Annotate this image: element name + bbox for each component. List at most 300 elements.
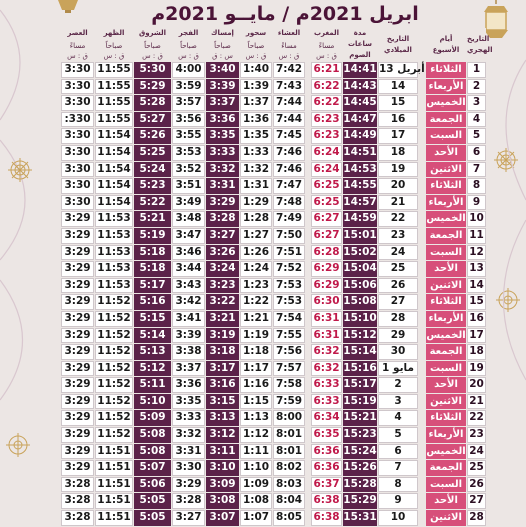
header-weekday: أيام الأسبوع (426, 28, 466, 61)
spacer-cell (306, 444, 310, 460)
table-row (61, 79, 486, 95)
cell-fajr: 3:31 (172, 444, 205, 460)
spacer-cell (306, 460, 310, 476)
spacer-cell (419, 245, 425, 261)
table-row (61, 245, 486, 261)
spacer-cell (419, 162, 425, 178)
cell-greg: 2 (378, 377, 418, 393)
spacer-cell (419, 510, 425, 526)
cell-greg: 25 (378, 261, 418, 277)
cell-fast: 15:17 (343, 377, 377, 393)
cell-shuruq: 5:08 (134, 427, 171, 443)
header-gregorian: التاريخ الميلادي (378, 28, 418, 61)
cell-fast: 14:57 (343, 195, 377, 211)
cell-maghrib: 6:29 (311, 278, 342, 294)
spacer-cell (306, 410, 310, 426)
cell-asr: 3:29 (61, 361, 94, 377)
table-row (61, 328, 486, 344)
cell-isha: 7:44 (273, 95, 305, 111)
cell-dhuhr: 11:52 (95, 328, 133, 344)
unit-label: ق : س (273, 52, 305, 61)
cell-fast: 15:16 (343, 361, 377, 377)
spacer-cell (419, 394, 425, 410)
spacer-cell (306, 394, 310, 410)
cell-suhoor: 1:29 (240, 195, 272, 211)
cell-dhuhr: 11:54 (95, 145, 133, 161)
suhoor-period: صباحاً (240, 40, 272, 50)
cell-greg: 5 (378, 427, 418, 443)
cell-hijri: 2 (467, 79, 486, 95)
spacer-cell (419, 410, 425, 426)
cell-suhoor: 1:27 (240, 228, 272, 244)
spacer-cell (419, 145, 425, 161)
spacer-cell (419, 112, 425, 128)
spacer-cell (306, 294, 310, 310)
cell-imsak: 3:07 (206, 510, 239, 526)
cell-hijri: 5 (467, 128, 486, 144)
cell-fast: 15:01 (343, 228, 377, 244)
spacer-cell (306, 228, 310, 244)
cell-asr: 3:28 (61, 477, 94, 493)
cell-fast: 14:49 (343, 128, 377, 144)
cell-shuruq: 5:21 (134, 211, 171, 227)
cell-suhoor: 1:15 (240, 394, 272, 410)
cell-fast: 15:24 (343, 444, 377, 460)
cell-fast: 14:45 (343, 95, 377, 111)
cell-maghrib: 6:29 (311, 261, 342, 277)
spacer-cell (306, 62, 310, 78)
cell-hijri: 27 (467, 493, 486, 509)
cell-greg: 18 (378, 145, 418, 161)
cell-asr: 3:29 (61, 261, 94, 277)
cell-asr: :330 (61, 112, 94, 128)
cell-hijri: 28 (467, 510, 486, 526)
cell-fajr: 4:00 (172, 62, 205, 78)
cell-dhuhr: 11:53 (95, 261, 133, 277)
cell-hijri: 3 (467, 95, 486, 111)
table-row (61, 410, 486, 426)
cell-fajr: 3:51 (172, 178, 205, 194)
cell-imsak: 3:12 (206, 427, 239, 443)
cell-shuruq: 5:28 (134, 95, 171, 111)
cell-shuruq: 5:18 (134, 245, 171, 261)
cell-fast: 15:21 (343, 410, 377, 426)
cell-asr: 3:29 (61, 294, 94, 310)
cell-isha: 7:53 (273, 294, 305, 310)
cell-shuruq: 5:12 (134, 361, 171, 377)
spacer-cell (419, 377, 425, 393)
cell-hijri: 22 (467, 410, 486, 426)
cell-isha: 7:54 (273, 311, 305, 327)
spacer-cell (306, 211, 310, 227)
cell-fajr: 3:43 (172, 278, 205, 294)
cell-dhuhr: 11:55 (95, 112, 133, 128)
cell-suhoor: 1:22 (240, 294, 272, 310)
table-row (61, 178, 486, 194)
cell-hijri: 12 (467, 245, 486, 261)
spacer-cell (306, 377, 310, 393)
lantern-icon (484, 0, 508, 38)
table-row (61, 195, 486, 211)
cell-dhuhr: 11:54 (95, 128, 133, 144)
cell-day: السبت (426, 245, 466, 261)
cell-dhuhr: 11:52 (95, 344, 133, 360)
cell-maghrib: 6:27 (311, 228, 342, 244)
cell-greg: 30 (378, 344, 418, 360)
cell-hijri: 4 (467, 112, 486, 128)
cell-imsak: 3:27 (206, 228, 239, 244)
cell-day: الخميس (426, 328, 466, 344)
spacer-cell (419, 211, 425, 227)
cell-asr: 3:30 (61, 145, 94, 161)
spacer-cell (419, 328, 425, 344)
cell-suhoor: 1:39 (240, 79, 272, 95)
cell-dhuhr: 11:51 (95, 477, 133, 493)
cell-suhoor: 1:21 (240, 311, 272, 327)
cell-hijri: 24 (467, 444, 486, 460)
cell-maghrib: 6:24 (311, 145, 342, 161)
cell-maghrib: 6:28 (311, 245, 342, 261)
header-asr: العصر (61, 28, 94, 39)
cell-maghrib: 6:24 (311, 162, 342, 178)
cell-maghrib: 6:21 (311, 62, 342, 78)
cell-day: الجمعة (426, 460, 466, 476)
imsak-period: صباحاً (206, 40, 239, 50)
cell-maghrib: 6:22 (311, 95, 342, 111)
cell-dhuhr: 11:54 (95, 162, 133, 178)
cell-imsak: 3:36 (206, 112, 239, 128)
cell-imsak: 3:13 (206, 410, 239, 426)
table-row (61, 145, 486, 161)
cell-hijri: 1 (467, 62, 486, 78)
header-hijri: التاريخ الهجري (467, 28, 486, 61)
cell-imsak: 3:40 (206, 62, 239, 78)
cell-isha: 8:03 (273, 477, 305, 493)
cell-suhoor: 1:18 (240, 344, 272, 360)
cell-greg: 16 (378, 112, 418, 128)
header-isha: العشاء (273, 28, 305, 39)
cell-fast: 15:23 (343, 427, 377, 443)
cell-day: الخميس (426, 444, 466, 460)
cell-fajr: 3:55 (172, 128, 205, 144)
cell-maghrib: 6:36 (311, 460, 342, 476)
cell-day: الجمعة (426, 344, 466, 360)
cell-hijri: 9 (467, 195, 486, 211)
cell-day: الخميس (426, 95, 466, 111)
cell-fajr: 3:41 (172, 311, 205, 327)
cell-isha: 7:50 (273, 228, 305, 244)
cell-imsak: 3:22 (206, 294, 239, 310)
cell-shuruq: 5:22 (134, 195, 171, 211)
cell-dhuhr: 11:51 (95, 460, 133, 476)
cell-maghrib: 6:31 (311, 311, 342, 327)
cell-greg: 9 (378, 493, 418, 509)
cell-isha: 7:46 (273, 145, 305, 161)
cell-fast: 14:43 (343, 79, 377, 95)
spacer-cell (419, 228, 425, 244)
spacer-cell (306, 311, 310, 327)
table-row (61, 261, 486, 277)
cell-fast: 15:28 (343, 477, 377, 493)
cell-isha: 8:04 (273, 493, 305, 509)
cell-hijri: 20 (467, 377, 486, 393)
cell-asr: 3:30 (61, 79, 94, 95)
cell-dhuhr: 11:52 (95, 377, 133, 393)
left-ornament (0, 0, 60, 500)
unit-label: س : ق (206, 52, 239, 61)
cell-fast: 15:04 (343, 261, 377, 277)
cell-dhuhr: 11:53 (95, 245, 133, 261)
spacer-cell (419, 128, 425, 144)
cell-fast: 15:14 (343, 344, 377, 360)
spacer-cell (419, 195, 425, 211)
cell-asr: 3:29 (61, 394, 94, 410)
spacer-cell (306, 344, 310, 360)
cell-dhuhr: 11:51 (95, 444, 133, 460)
cell-greg: 27 (378, 294, 418, 310)
cell-day: الثلاثاء (426, 62, 466, 78)
cell-asr: 3:29 (61, 344, 94, 360)
page-title: ابريل 2021م / مايــو 2021م (151, 3, 419, 25)
spacer-cell (419, 79, 425, 95)
cell-imsak: 3:16 (206, 377, 239, 393)
spacer-cell (419, 261, 425, 277)
cell-maghrib: 6:23 (311, 112, 342, 128)
cell-fast: 15:26 (343, 460, 377, 476)
cell-isha: 7:51 (273, 245, 305, 261)
cell-imsak: 3:28 (206, 211, 239, 227)
cell-asr: 3:30 (61, 162, 94, 178)
cell-imsak: 3:21 (206, 311, 239, 327)
cell-shuruq: 5:13 (134, 344, 171, 360)
cell-maghrib: 6:32 (311, 344, 342, 360)
cell-imsak: 3:09 (206, 477, 239, 493)
spacer-cell (306, 195, 310, 211)
header-imsak: إمساك (206, 28, 239, 39)
cell-shuruq: 5:11 (134, 377, 171, 393)
cell-imsak: 3:10 (206, 460, 239, 476)
table-row (61, 112, 486, 128)
cell-maghrib: 6:38 (311, 510, 342, 526)
cell-fast: 14:41 (343, 62, 377, 78)
cell-day: الاثنين (426, 394, 466, 410)
table-row (61, 477, 486, 493)
cell-asr: 3:29 (61, 427, 94, 443)
shuruq-period: صباحاً (134, 40, 171, 50)
cell-asr: 3:30 (61, 128, 94, 144)
cell-day: الأحد (426, 145, 466, 161)
spacer-cell (306, 510, 310, 526)
cell-isha: 7:43 (273, 79, 305, 95)
cell-maghrib: 6:32 (311, 361, 342, 377)
cell-day: الاثنين (426, 278, 466, 294)
cell-suhoor: 1:24 (240, 261, 272, 277)
cell-fajr: 3:35 (172, 394, 205, 410)
spacer-cell (419, 493, 425, 509)
cell-imsak: 3:17 (206, 361, 239, 377)
cell-maghrib: 6:23 (311, 128, 342, 144)
table-row (61, 62, 486, 78)
cell-greg: 26 (378, 278, 418, 294)
cell-fajr: 3:44 (172, 261, 205, 277)
cell-imsak: 3:15 (206, 394, 239, 410)
cell-isha: 7:44 (273, 112, 305, 128)
cell-fast: 15:08 (343, 294, 377, 310)
cell-greg: 14 (378, 79, 418, 95)
cell-dhuhr: 11:52 (95, 294, 133, 310)
cell-shuruq: 5:19 (134, 228, 171, 244)
cell-fast: 15:12 (343, 328, 377, 344)
cell-maghrib: 6:34 (311, 410, 342, 426)
cell-greg: 22 (378, 211, 418, 227)
header-suhoor: سحور (240, 28, 272, 39)
cell-isha: 8:05 (273, 510, 305, 526)
cell-suhoor: 1:40 (240, 62, 272, 78)
cell-imsak: 3:11 (206, 444, 239, 460)
spacer-cell (306, 145, 310, 161)
cell-greg: 21 (378, 195, 418, 211)
cell-shuruq: 5:09 (134, 410, 171, 426)
cell-suhoor: 1:16 (240, 377, 272, 393)
table-row (61, 394, 486, 410)
table-row (61, 344, 486, 360)
cell-isha: 8:01 (273, 427, 305, 443)
cell-imsak: 3:08 (206, 493, 239, 509)
cell-fast: 14:47 (343, 112, 377, 128)
cell-greg: 3 (378, 394, 418, 410)
table-row (61, 211, 486, 227)
cell-suhoor: 1:31 (240, 178, 272, 194)
cell-dhuhr: 11:52 (95, 394, 133, 410)
cell-greg: 13 أبريل (378, 62, 418, 78)
cell-suhoor: 1:07 (240, 510, 272, 526)
spacer-cell (419, 278, 425, 294)
cell-fajr: 3:57 (172, 95, 205, 111)
spacer-cell (306, 493, 310, 509)
cell-fajr: 3:33 (172, 410, 205, 426)
cell-fajr: 3:47 (172, 228, 205, 244)
cell-fajr: 3:48 (172, 211, 205, 227)
cell-fast: 15:31 (343, 510, 377, 526)
spacer-cell (306, 477, 310, 493)
cell-maghrib: 6:35 (311, 427, 342, 443)
cell-fajr: 3:37 (172, 361, 205, 377)
cell-day: الجمعة (426, 112, 466, 128)
cell-imsak: 3:24 (206, 261, 239, 277)
cell-suhoor: 1:36 (240, 112, 272, 128)
cell-hijri: 13 (467, 261, 486, 277)
cell-isha: 7:42 (273, 62, 305, 78)
cell-fajr: 3:38 (172, 344, 205, 360)
table-row (61, 361, 486, 377)
cell-dhuhr: 11:53 (95, 278, 133, 294)
spacer-cell (419, 361, 425, 377)
cell-day: السبت (426, 361, 466, 377)
cell-hijri: 8 (467, 178, 486, 194)
table-row (61, 95, 486, 111)
cell-asr: 3:29 (61, 211, 94, 227)
cell-dhuhr: 11:55 (95, 62, 133, 78)
cell-shuruq: 5:29 (134, 79, 171, 95)
cell-fajr: 3:49 (172, 195, 205, 211)
cell-shuruq: 5:17 (134, 278, 171, 294)
cell-dhuhr: 11:54 (95, 178, 133, 194)
cell-suhoor: 1:09 (240, 477, 272, 493)
cell-hijri: 15 (467, 294, 486, 310)
table-row (61, 311, 486, 327)
cell-fast: 14:51 (343, 145, 377, 161)
cell-shuruq: 5:08 (134, 444, 171, 460)
table-row (61, 444, 486, 460)
cell-suhoor: 1:12 (240, 427, 272, 443)
cell-maghrib: 6:36 (311, 444, 342, 460)
cell-maghrib: 6:33 (311, 377, 342, 393)
cell-isha: 7:56 (273, 344, 305, 360)
spacer-cell (306, 361, 310, 377)
spacer-cell (419, 95, 425, 111)
cell-hijri: 26 (467, 477, 486, 493)
cell-maghrib: 6:31 (311, 328, 342, 344)
cell-shuruq: 5:23 (134, 178, 171, 194)
cell-asr: 3:29 (61, 410, 94, 426)
cell-shuruq: 5:14 (134, 328, 171, 344)
cell-shuruq: 5:30 (134, 62, 171, 78)
cell-day: الخميس (426, 211, 466, 227)
cell-asr: 3:28 (61, 493, 94, 509)
spacer-cell (419, 294, 425, 310)
header-fast-duration: مدة ساعات الصوم (343, 28, 377, 61)
cell-isha: 7:59 (273, 394, 305, 410)
cell-greg: 19 (378, 162, 418, 178)
cell-greg: 29 (378, 328, 418, 344)
cell-isha: 7:45 (273, 128, 305, 144)
cell-greg: 17 (378, 128, 418, 144)
header-fajr: الفجر (172, 28, 205, 39)
maghrib-period: مساءً (311, 40, 342, 50)
cell-fajr: 3:52 (172, 162, 205, 178)
spacer-cell (419, 178, 425, 194)
table-row (61, 228, 486, 244)
cell-fast: 14:59 (343, 211, 377, 227)
cell-imsak: 3:18 (206, 344, 239, 360)
cell-maghrib: 6:25 (311, 195, 342, 211)
dhuhr-period: صباحاً (95, 40, 133, 50)
spacer-cell (419, 460, 425, 476)
cell-fast: 15:06 (343, 278, 377, 294)
unit-label: ق : س (61, 52, 94, 61)
spacer-cell (306, 427, 310, 443)
cell-asr: 3:30 (61, 178, 94, 194)
spacer-cell (306, 128, 310, 144)
cell-isha: 7:46 (273, 162, 305, 178)
cell-dhuhr: 11:53 (95, 211, 133, 227)
cell-fajr: 3:36 (172, 377, 205, 393)
cell-fajr: 3:30 (172, 460, 205, 476)
cell-hijri: 17 (467, 328, 486, 344)
cell-fajr: 3:28 (172, 493, 205, 509)
cell-maghrib: 6:22 (311, 79, 342, 95)
cell-shuruq: 5:18 (134, 261, 171, 277)
unit-label: ق : س (311, 52, 342, 61)
cell-suhoor: 1:32 (240, 162, 272, 178)
cell-hijri: 6 (467, 145, 486, 161)
cell-maghrib: 6:38 (311, 493, 342, 509)
cell-isha: 7:55 (273, 328, 305, 344)
cell-hijri: 18 (467, 344, 486, 360)
table-row (61, 278, 486, 294)
cell-day: السبت (426, 477, 466, 493)
spacer-cell (419, 344, 425, 360)
